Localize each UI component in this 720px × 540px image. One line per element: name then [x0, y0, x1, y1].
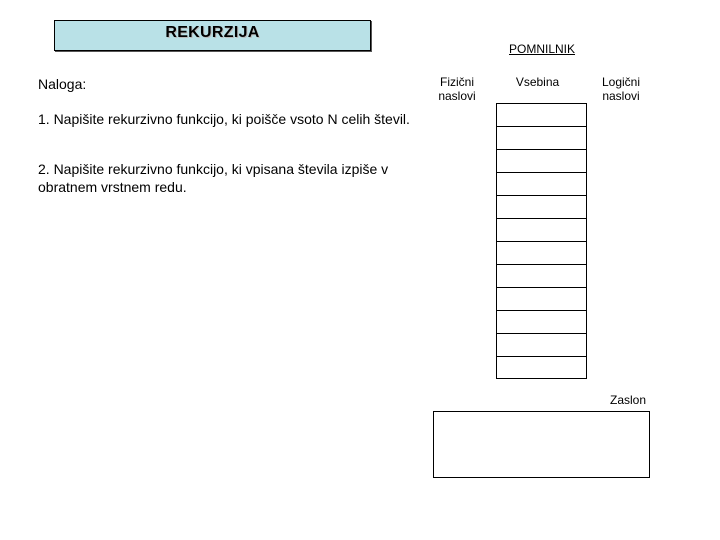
screen-output-box [433, 411, 650, 478]
memory-row-divider [497, 126, 586, 127]
page-title: REKURZIJA [165, 24, 260, 41]
column-physical-addresses: Fizični naslovi [438, 75, 476, 103]
memory-row-divider [497, 218, 586, 219]
memory-row-divider [497, 195, 586, 196]
memory-row-divider [497, 172, 586, 173]
memory-row-divider [497, 310, 586, 311]
memory-row-divider [497, 149, 586, 150]
memory-row-divider [497, 333, 586, 334]
task-2: 2. Napišite rekurzivno funkcijo, ki vpisana števila izpiše v obratnem vrstnem redu. [38, 161, 389, 195]
column-content: Vsebina [515, 75, 560, 89]
memory-title: POMNILNIK [509, 42, 576, 56]
task-label: Naloga: [38, 76, 87, 92]
memory-row-divider [497, 264, 586, 265]
memory-row-divider [497, 356, 586, 357]
screen-label: Zaslon [610, 393, 647, 407]
memory-row-divider [497, 241, 586, 242]
task-1: 1. Napišite rekurzivno funkcijo, ki poišče vsoto N celih števil. [38, 111, 410, 127]
column-logical-addresses: Logični naslovi [601, 75, 641, 103]
memory-table [496, 103, 587, 379]
memory-row-divider [497, 287, 586, 288]
